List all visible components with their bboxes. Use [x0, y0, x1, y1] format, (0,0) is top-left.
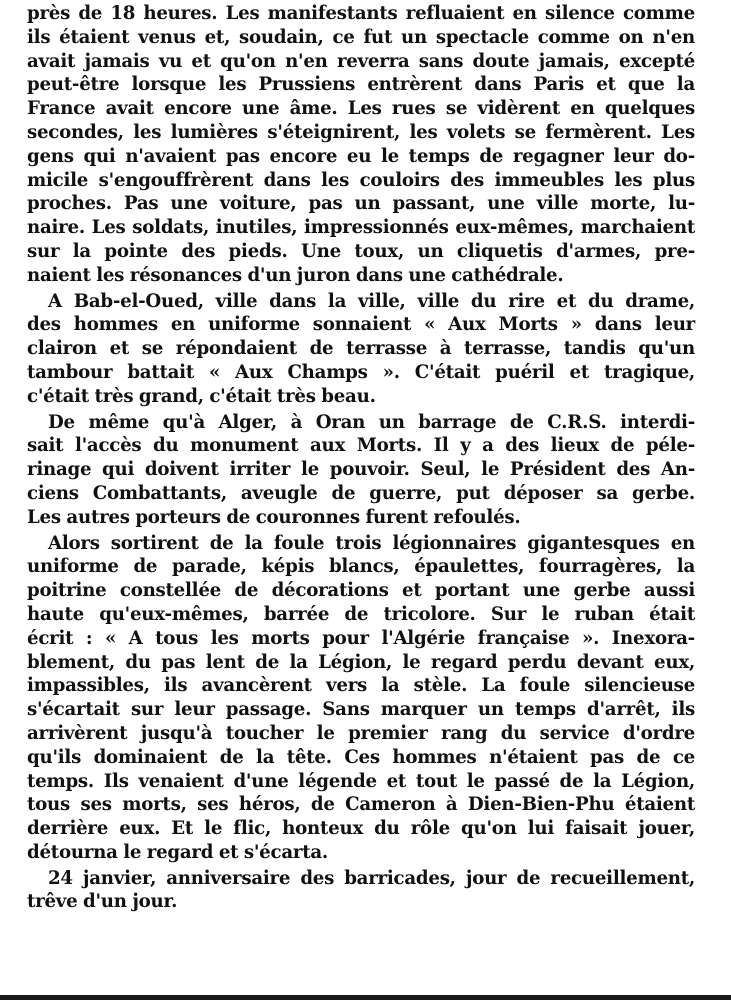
text-line: impassibles, ils avancèrent vers la stèle. La foule silencieuse — [27, 675, 695, 697]
paragraph-3 — [27, 411, 695, 530]
text-line: micile s'engouffrèrent dans les couloirs des immeubles les plus — [27, 169, 695, 191]
text-line: s'écartait sur leur passage. Sans marquer un temps d'arrêt, ils — [27, 699, 695, 721]
paragraph-5 — [27, 867, 695, 915]
text-line: sait l'accès du monument aux Morts. Il y a des lieux de péle- — [27, 435, 695, 457]
text-line: rinage qui doivent irriter le pouvoir. Seul, le Président des An- — [27, 459, 695, 481]
text-line: 24 janvier, anniversaire des barricades, jour de recueillement, — [48, 867, 695, 889]
paragraph-1 — [27, 2, 695, 288]
text-line: poitrine constellée de décorations et portant une gerbe aussi — [27, 580, 695, 602]
text-line: blement, du pas lent de la Légion, le regard perdu devant eux, — [27, 651, 695, 673]
text-line: secondes, les lumières s'éteignirent, les volets se fermèrent. Les — [27, 121, 695, 143]
text-line: A Bab-el-Oued, ville dans la ville, ville du rire et du drame, — [48, 290, 695, 312]
text-line: naire. Les soldats, inutiles, impressionnés eux-mêmes, marchaient — [27, 217, 695, 239]
text-line: tambour battait « Aux Champs ». C'était puéril et tragique, — [27, 361, 695, 383]
text-line: gens qui n'avaient pas encore eu le temps de regagner leur do- — [27, 145, 695, 167]
text-line: détourna le regard et s'écarta. — [27, 841, 328, 863]
text-line: proches. Pas une voiture, pas un passant, une ville morte, lu- — [27, 193, 695, 215]
text-line: qu'ils dominaient de la tête. Ces hommes n'étaient pas de ce — [27, 746, 695, 768]
text-line: avait jamais vu et qu'on n'en reverra sans doute jamais, excepté — [27, 50, 695, 72]
paragraph-4 — [27, 532, 695, 865]
text-line: des hommes en uniforme sonnaient « Aux Morts » dans leur — [27, 314, 695, 336]
text-line: trêve d'un jour. — [27, 891, 178, 913]
text-line: naient les résonances d'un juron dans une cathédrale. — [27, 264, 564, 286]
text-line: clairon et se répondaient de terrasse à terrasse, tandis qu'un — [27, 338, 695, 360]
page-text — [27, 2, 695, 914]
text-line: c'était très grand, c'était très beau. — [27, 385, 376, 407]
text-line: haute qu'eux-mêmes, barrée de tricolore. Sur le ruban était — [27, 603, 695, 625]
text-line: Les autres porteurs de couronnes furent refoulés. — [27, 506, 521, 528]
text-line: ciens Combattants, aveugle de guerre, put déposer sa gerbe. — [27, 482, 695, 504]
text-line: peut-être lorsque les Prussiens entrèrent dans Paris et que la — [27, 74, 695, 96]
text-line: ils étaient venus et, soudain, ce fut un spectacle comme on n'en — [27, 26, 695, 48]
text-line: tous ses morts, ses héros, de Cameron à Dien-Bien-Phu étaient — [27, 794, 695, 816]
text-line: près de 18 heures. Les manifestants refluaient en silence comme — [27, 3, 695, 24]
text-line: temps. Ils venaient d'une légende et tout le passé de la Légion, — [27, 770, 695, 792]
text-line: écrit : « A tous les morts pour l'Algérie française ». Inexora- — [27, 627, 695, 649]
page-bottom-edge — [0, 995, 731, 1000]
paragraph-2 — [27, 290, 695, 409]
text-line: Alors sortirent de la foule trois légionnaires gigantesques en — [48, 532, 695, 554]
text-line: arrivèrent jusqu'à toucher le premier rang du service d'ordre — [27, 722, 695, 744]
text-line: France avait encore une âme. Les rues se vidèrent en quelques — [27, 98, 695, 120]
text-line: De même qu'à Alger, à Oran un barrage de C.R.S. interdi- — [48, 411, 695, 433]
text-line: uniforme de parade, képis blancs, épaulettes, fourragères, la — [27, 556, 695, 578]
text-line: sur la pointe des pieds. Une toux, un cliquetis d'armes, pre- — [27, 240, 695, 262]
text-line: derrière eux. Et le flic, honteux du rôle qu'on lui faisait jouer, — [27, 818, 695, 840]
